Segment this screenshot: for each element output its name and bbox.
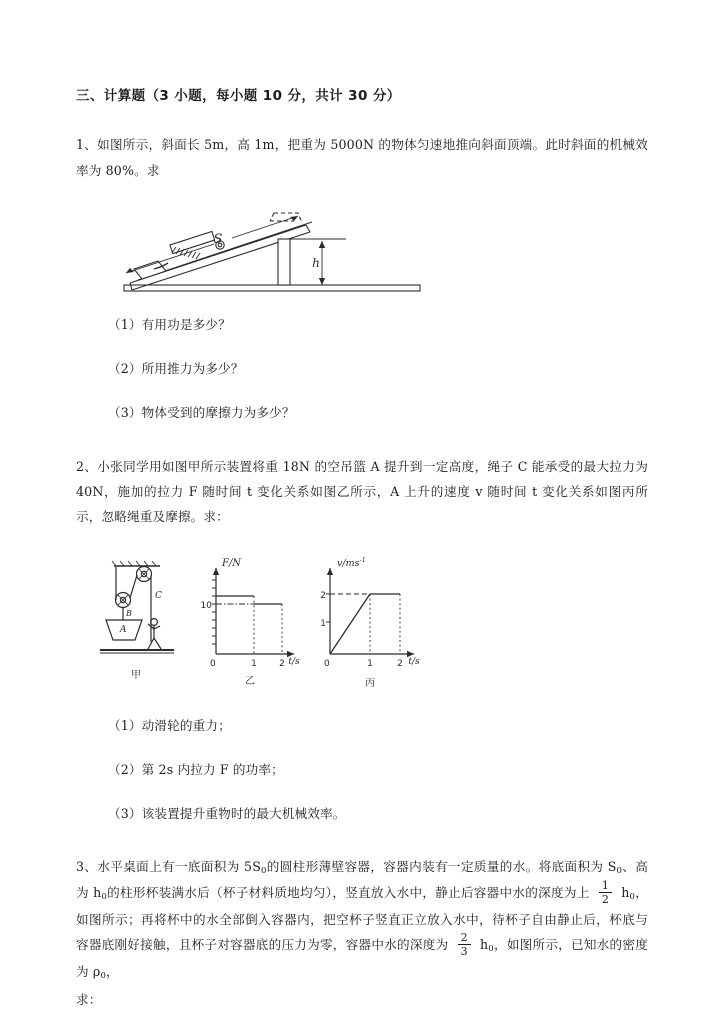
force-graph-ylabel: F/N (222, 557, 242, 569)
question-1 (76, 132, 648, 423)
figure-caption-jia: 甲 (131, 669, 141, 681)
pulley-label-a: A (120, 624, 127, 635)
velocity-graph-ytick-2: 2 (320, 590, 326, 601)
question-3-number: 3、 (76, 859, 98, 875)
force-time-graph (212, 568, 294, 657)
question-1-sub-3: （3）物体受到的摩擦力为多少？ (108, 405, 295, 421)
subscript: 0 (488, 944, 494, 955)
section-heading: 三、计算题（3 小题，每小题 10 分，共计 30 分） (76, 88, 401, 104)
question-2-number: 2、 (76, 458, 98, 474)
question-2-figures-svg (98, 550, 438, 698)
question-2-figures (98, 550, 648, 702)
force-graph-origin: 0 (210, 658, 216, 669)
subscript: 0 (616, 866, 623, 877)
fraction-denominator: 2 (601, 893, 609, 907)
pulley-label-b: B (126, 608, 132, 618)
page-content (76, 86, 648, 1017)
subscript: 0 (100, 970, 107, 981)
figure-caption-bing: 丙 (365, 677, 375, 689)
question-3 (76, 854, 648, 1012)
subscript: 0 (261, 866, 267, 877)
question-2-sub-1: （1）动滑轮的重力； (108, 717, 231, 733)
question-1-text (76, 132, 648, 183)
force-graph-xtick-2: 2 (279, 658, 285, 669)
velocity-graph-xtick-1: 1 (367, 658, 373, 669)
fraction-numerator: 2 (458, 932, 471, 946)
question-1-number: 1、 (76, 137, 98, 153)
fraction-numerator: 1 (599, 880, 612, 894)
pulley-label-c: C (155, 590, 162, 601)
question-1-body: 如图所示，斜面长 5m，高 1m，把重为 5000N 的物体匀速地推向斜面顶端。此时斜面的机械效率为 80%。求 (76, 137, 648, 178)
fraction (458, 932, 471, 958)
question-3-body: 水平桌面上有一底面积为 $5S_0$的圆柱形薄壁容器，容器内装有一定质量的水。将底面积为 $S_0$、高为 $h_0$的柱形杯装满水后（杯子材料质地均匀），竖直放入水中，静止后容器中水的深度为上 $\frac{1}{2}$ $h_0$，如图所示；再将杯中的水全部倒入容器内，把空杯子竖直正立放入水中，待杯子自由静止后，杯底与容器底刚好接触，且杯子对容器底的压力为零，容器中水的深度为 $\frac{2}{3}$ $h_0$，如图所示，已知水的密度为 $\rho_0$， (76, 859, 649, 981)
velocity-graph-ytick-1: 1 (320, 618, 326, 629)
velocity-graph-xtick-2: 2 (397, 658, 403, 669)
subscript: 0 (101, 892, 107, 903)
question-2-body: 小张同学用如图甲所示装置将重 18N 的空吊篮 A 提升到一定高度，绳子 C 能承受的最大拉力为 40N，施加的拉力 F 随时间 t 变化关系如图乙所示，A 上升的速度 v 随时间 t 变化关系如图丙所示，忽略绳重及摩擦。求： (76, 458, 648, 525)
velocity-graph-origin: 0 (324, 658, 330, 669)
question-2-sub-2: （2）第 2s 内拉力 F 的功率； (108, 762, 284, 777)
incline-label-s: S (213, 232, 223, 248)
question-3-text (76, 854, 648, 985)
force-graph-xtick-1: 1 (251, 658, 257, 669)
force-graph-xlabel: t/s (288, 656, 300, 667)
velocity-graph-xlabel: t/s (408, 656, 420, 667)
velocity-time-graph (326, 568, 414, 657)
inclined-plane-figure (110, 201, 648, 301)
question-2-text (76, 454, 648, 530)
figure-caption-yi: 乙 (245, 675, 255, 687)
subscript: 0 (629, 892, 636, 903)
fraction-denominator: 3 (460, 945, 468, 959)
velocity-graph-ylabel: $v/ms^{-1}$ (337, 555, 366, 569)
question-2 (76, 454, 648, 825)
force-graph-ytick-10: 10 (200, 600, 212, 611)
inclined-plane-svg (110, 201, 440, 297)
question-3-tail: 求： (76, 992, 102, 1008)
question-1-sub-2: （2）所用推力为多少？ (108, 361, 244, 377)
question-2-subquestions (76, 716, 648, 824)
fraction (599, 880, 612, 906)
question-1-sub-1: （1）有用功是多少？ (108, 317, 231, 333)
pulley-system-diagram (100, 561, 174, 653)
question-1-subquestions (76, 315, 648, 423)
incline-label-h: h (312, 256, 320, 271)
question-2-sub-3: （3）该装置提升重物时的最大机械效率。 (108, 806, 346, 822)
